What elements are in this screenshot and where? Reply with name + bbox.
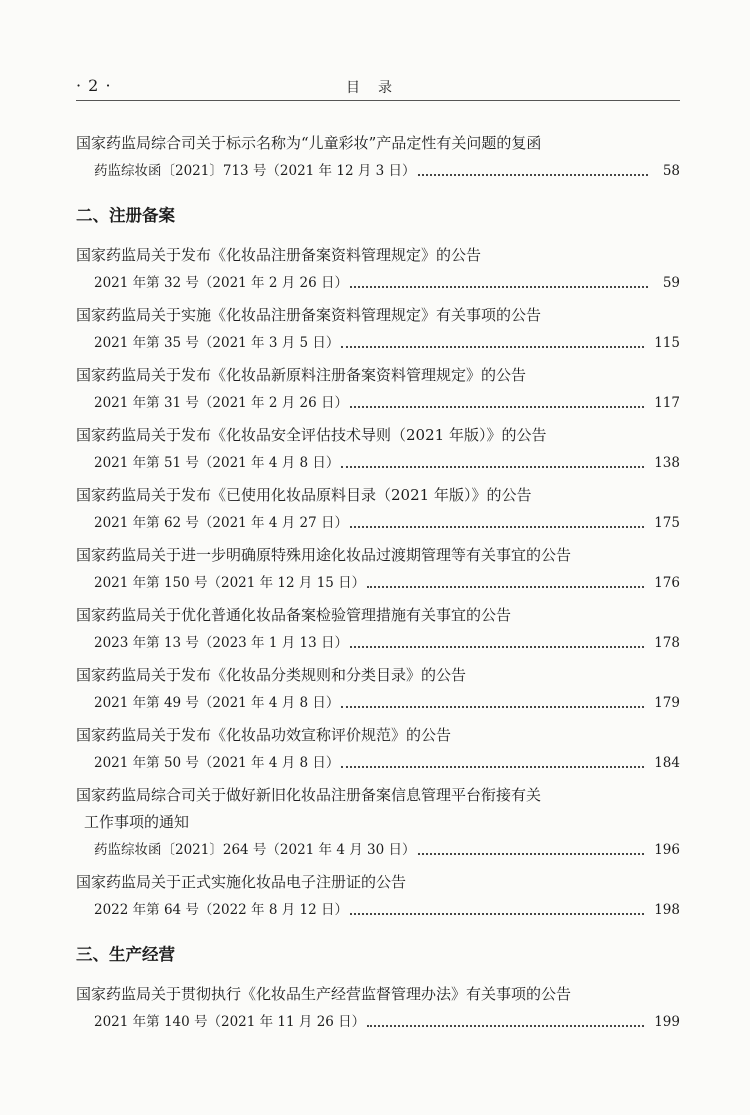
dot-leader: [341, 345, 644, 348]
toc-entry[interactable]: [76, 130, 680, 185]
page-number: · 2 ·: [76, 76, 112, 95]
page-reference: 184: [654, 755, 680, 771]
dot-leader: [341, 765, 644, 768]
entry-reference-row: [76, 329, 680, 357]
toc-entry[interactable]: [76, 981, 680, 1036]
entry-title: 国家药监局关于进一步明确原特殊用途化妆品过渡期管理等有关事宜的公告: [76, 546, 572, 564]
dot-leader: [350, 285, 648, 288]
toc-entry[interactable]: [76, 542, 680, 597]
page-reference: 59: [662, 275, 680, 291]
document-number: 药监综妆函〔2021〕713 号（2021 年 12 月 3 日）: [94, 163, 416, 179]
entry-title: 国家药监局关于优化普通化妆品备案检验管理措施有关事宜的公告: [76, 606, 512, 624]
page-reference: 117: [654, 395, 680, 411]
entry-title: 国家药监局关于发布《化妆品安全评估技术导则（2021 年版）》的公告: [76, 426, 547, 444]
document-number: 2021 年第 140 号（2021 年 11 月 26 日）: [94, 1014, 366, 1030]
entry-reference-row: [76, 1008, 680, 1036]
entry-reference-row: [76, 749, 680, 777]
document-number: 2021 年第 35 号（2021 年 3 月 5 日）: [94, 335, 340, 351]
dot-leader: [418, 852, 645, 855]
section-heading: 三、生产经营: [76, 945, 175, 964]
toc-section: [76, 941, 680, 1036]
document-number: 2021 年第 31 号（2021 年 2 月 26 日）: [94, 395, 348, 411]
dot-leader: [341, 705, 644, 708]
entry-title: 国家药监局关于发布《化妆品功效宣称评价规范》的公告: [76, 726, 452, 744]
dot-leader: [350, 912, 644, 915]
document-number: 2021 年第 32 号（2021 年 2 月 26 日）: [94, 275, 348, 291]
toc-entry[interactable]: [76, 242, 680, 297]
entry-title: 国家药监局关于发布《化妆品新原料注册备案资料管理规定》的公告: [76, 366, 527, 384]
page-reference: 179: [654, 695, 680, 711]
entry-reference-row: [76, 629, 680, 657]
dot-leader: [367, 1024, 644, 1027]
dot-leader: [350, 645, 644, 648]
page-reference: 199: [654, 1014, 680, 1030]
entry-reference-row: [76, 509, 680, 537]
entry-title: 国家药监局关于发布《化妆品分类规则和分类目录》的公告: [76, 666, 467, 684]
document-number: 2021 年第 62 号（2021 年 4 月 27 日）: [94, 515, 348, 531]
document-number: 2022 年第 64 号（2022 年 8 月 12 日）: [94, 902, 348, 918]
running-title: 目录: [346, 80, 410, 96]
document-number: 2021 年第 49 号（2021 年 4 月 8 日）: [94, 695, 340, 711]
toc-section: [76, 130, 680, 185]
entry-reference-row: [76, 836, 680, 864]
entry-reference-row: [76, 689, 680, 717]
toc-section: [76, 202, 680, 924]
dot-leader: [367, 585, 644, 588]
entry-title: 国家药监局关于正式实施化妆品电子注册证的公告: [76, 873, 407, 891]
document-number: 2021 年第 50 号（2021 年 4 月 8 日）: [94, 755, 340, 771]
dot-leader: [350, 525, 644, 528]
toc-entry[interactable]: [76, 422, 680, 477]
entry-title: 国家药监局关于发布《已使用化妆品原料目录（2021 年版）》的公告: [76, 486, 532, 504]
document-number: 2021 年第 51 号（2021 年 4 月 8 日）: [94, 455, 340, 471]
entry-reference-row: [76, 389, 680, 417]
dot-leader: [341, 465, 644, 468]
toc-entry[interactable]: [76, 302, 680, 357]
entry-title: 国家药监局关于实施《化妆品注册备案资料管理规定》有关事项的公告: [76, 306, 542, 324]
dot-leader: [350, 405, 644, 408]
entry-reference-row: [76, 896, 680, 924]
entry-title: 工作事项的通知: [84, 813, 190, 831]
toc-entry[interactable]: [76, 869, 680, 924]
entry-title: 国家药监局关于发布《化妆品注册备案资料管理规定》的公告: [76, 246, 482, 264]
document-number: 药监综妆函〔2021〕264 号（2021 年 4 月 30 日）: [94, 842, 416, 858]
page-reference: 58: [662, 163, 680, 179]
document-number: 2023 年第 13 号（2023 年 1 月 13 日）: [94, 635, 348, 651]
page-reference: 178: [654, 635, 680, 651]
toc-entry[interactable]: [76, 362, 680, 417]
toc-entry[interactable]: [76, 722, 680, 777]
entry-reference-row: [76, 569, 680, 597]
page-reference: 196: [654, 842, 680, 858]
page-reference: 175: [654, 515, 680, 531]
page-reference: 138: [654, 455, 680, 471]
page-reference: 198: [654, 902, 680, 918]
entry-title: 国家药监局综合司关于标示名称为“儿童彩妆”产品定性有关问题的复函: [76, 134, 542, 152]
toc-entry[interactable]: [76, 482, 680, 537]
entry-reference-row: [76, 449, 680, 477]
toc-entry[interactable]: [76, 662, 680, 717]
page-header: [76, 74, 680, 101]
section-heading: 二、注册备案: [76, 206, 175, 225]
entry-reference-row: [76, 269, 680, 297]
table-of-contents: [76, 130, 680, 1041]
toc-entry[interactable]: [76, 602, 680, 657]
entry-reference-row: [76, 157, 680, 185]
page-reference: 115: [654, 335, 680, 351]
page-reference: 176: [654, 575, 680, 591]
entry-title: 国家药监局关于贯彻执行《化妆品生产经营监督管理办法》有关事项的公告: [76, 985, 572, 1003]
toc-entry[interactable]: [76, 782, 680, 864]
entry-title: 国家药监局综合司关于做好新旧化妆品注册备案信息管理平台衔接有关: [76, 786, 542, 804]
document-number: 2021 年第 150 号（2021 年 12 月 15 日）: [94, 575, 366, 591]
dot-leader: [418, 173, 649, 176]
